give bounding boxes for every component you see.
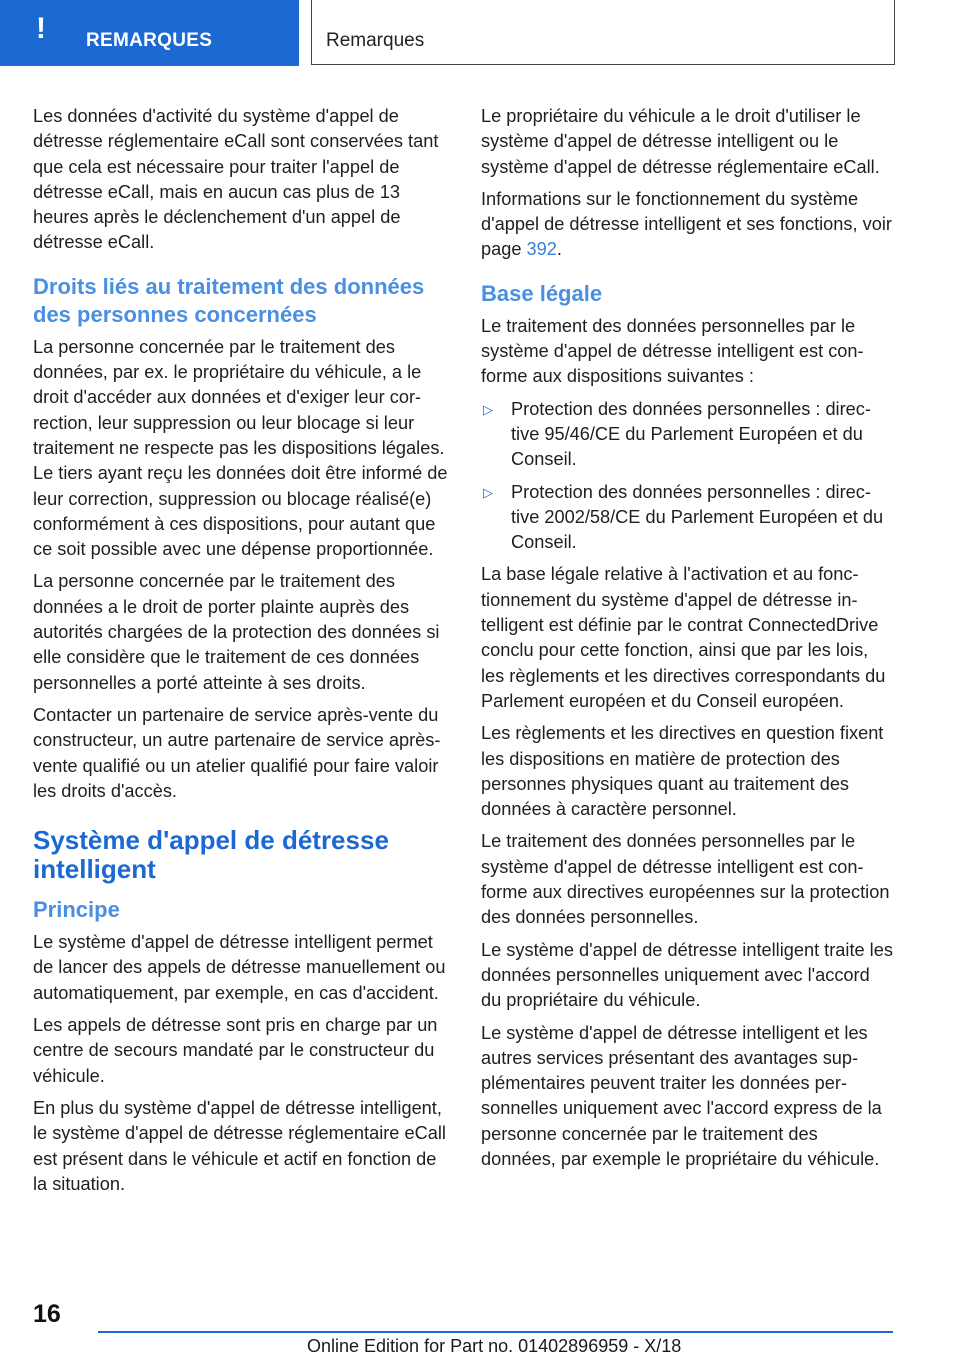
triangle-bullet-icon: ▷ [483,484,493,500]
paragraph: En plus du système d'appel de détresse intelligent, le système d'appel de détresse réglementaire eCall est présent dans le véhicule et actif en fonction de la situation. [33,1097,446,1194]
subsection-box [311,0,895,65]
page-header [0,0,960,66]
right-column [481,104,893,1179]
triangle-bullet-icon: ▷ [483,401,493,417]
paragraph-with-link [481,187,893,263]
text: . [556,239,562,260]
list-item [481,480,893,556]
paragraph: Le système d'appel de détresse intelligent permet de lancer des appels de détresse manuellement ou automatiquement, par exemple, en cas d'accident. [33,932,446,1003]
page-link[interactable]: 392 [526,239,557,260]
section-tab [0,0,299,66]
subsection-title: Remarques [326,30,425,51]
page-number: 16 [33,1300,61,1328]
paragraph: Le propriétaire du véhicule a le droit d'utiliser le système d'appel de détresse intelligent ou le système d'appel de détresse réglementaire eCall. [481,106,880,177]
paragraph: Contacter un partenaire de service après-vente du constructeur, un autre partenaire de service après-vente qualifié ou un atelier qualifié pour faire valoir les droits d'accès. [33,704,441,801]
paragraph: Le traitement des données personnelles par le système d'appel de détresse intelligent est conforme aux directives européennes sur la protection des données personnelles. [481,831,890,928]
text: Informations sur le fonctionnement du système d'appel de détresse intelligent et ses fonctions, voir page [481,188,892,260]
paragraph: La personne concernée par le traitement des données a le droit de porter plainte auprès des autorités chargées de la protection des données si elle considère que le traitement de ces données personnelles a porté atteinte à ses droits. [33,571,440,693]
list-item [481,397,893,473]
paragraph: La personne concernée par le traitement des données, par ex. le propriétaire du véhicule, a le droit d'accéder aux données et d'exiger leur correction, leur suppression ou leur blocage si leur traitement ne respecte pas les dispositions légales. Le tiers ayant reçu les données doit être informé de leur correction, suppression ou blocage réalisé(e) conformément à ces dispositions, pour autant que ce soit possible avec une dépense proportionnée. [33,336,448,560]
paragraph: Le traitement des données personnelles par le système d'appel de détresse intelligent est conforme aux dispositions suivantes : [481,315,864,387]
paragraph: Les appels de détresse sont pris en charge par un centre de secours mandaté par le constructeur du véhicule. [33,1015,438,1086]
section-title: REMARQUES [86,30,213,51]
footer-divider [98,1331,893,1333]
paragraph: Le système d'appel de détresse intelligent traite les données personnelles uniquement avec l'accord du propriétaire du véhicule. [481,939,893,1011]
list-item-text: Protection des données personnelles : directive 2002/58/CE du Parlement Européen et du Conseil. [511,481,884,553]
paragraph: La base légale relative à l'activation et au fonctionnement du système d'appel de détresse intelligent est définie par le contrat ConnectedDrive conclu pour cette fonction, ainsi que par les lois, les règlements et les directives correspondants du Parlement européen et du Conseil européen. [481,564,886,711]
heading-base-legale: Base légale [481,280,603,306]
paragraph: Les données d'activité du système d'appel de détresse réglementaire eCall sont conservées tant que cela est nécessaire pour traiter l'appel de détresse eCall, mais en aucun cas plus de 13 heures après le déclenchement d'un appel de détresse eCall. [33,106,439,253]
paragraph: Le système d'appel de détresse intelligent et les autres services présentant des avantages supplémentaires peuvent traiter les données personnelles uniquement avec l'accord express de la personne concernée par le traitement des données, par exemple le propriétaire du véhicule. [481,1022,882,1169]
heading-systeme: Système d'appel de détresse intelligent [33,825,389,885]
heading-droits: Droits liés au traitement des données des personnes concernées [33,273,425,327]
footer-edition: Online Edition for Part no. 01402896959 - X/18 [307,1336,682,1356]
paragraph: Les règlements et les directives en question fixent les dispositions en matière de protection des personnes physiques quant au traitement des données à caractère personnel. [481,723,884,820]
heading-principe: Principe [33,897,120,923]
list-item-text: Protection des données personnelles : directive 95/46/CE du Parlement Européen et du Conseil. [511,398,871,470]
left-column [33,104,448,1204]
exclamation-icon: ! [36,12,46,45]
